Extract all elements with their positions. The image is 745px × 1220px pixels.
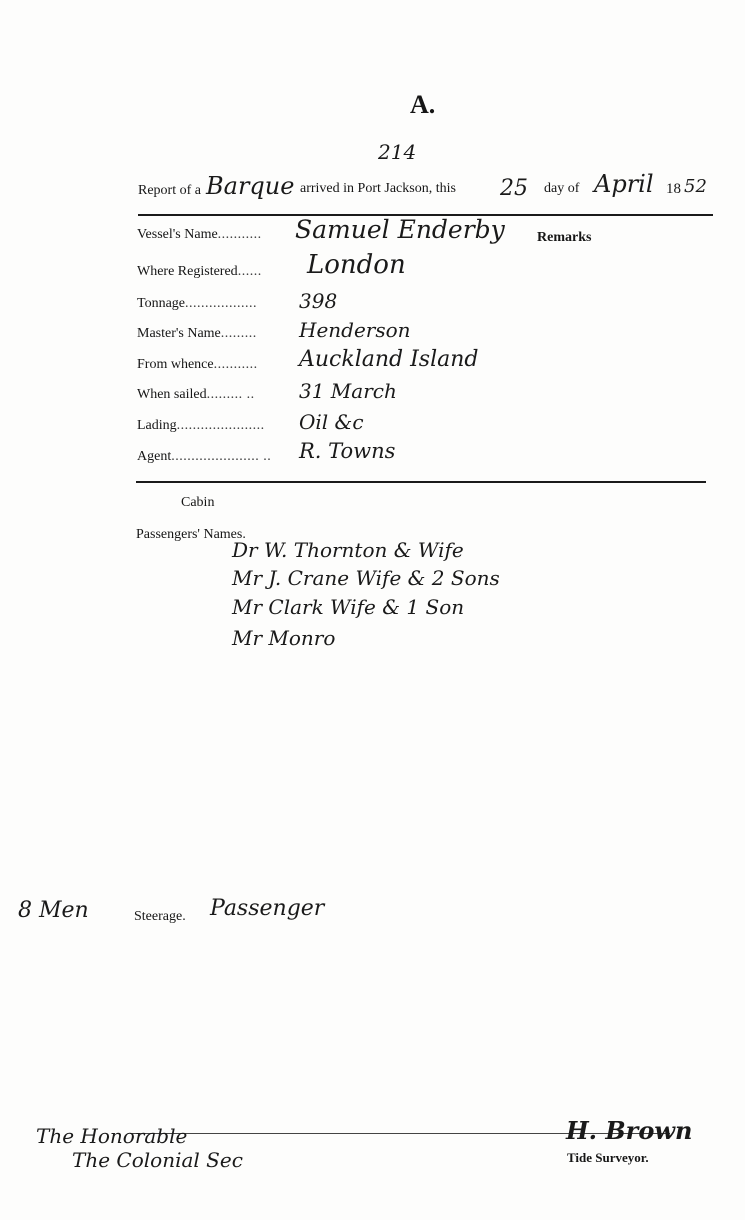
field-value: Auckland Island [299,347,479,372]
field-agent [137,439,517,477]
field-value: 398 [299,289,338,313]
report-prefix: Report of a [138,183,201,198]
field-label: Lading [137,418,177,433]
steerage-value: Passenger [210,896,325,921]
field-label: Agent [137,449,172,464]
field-value: R. Towns [299,439,396,463]
address-line-2: The Colonial Sec [72,1148,243,1172]
field-label: Master's Name [137,326,221,341]
address-line-1: The Honorable [36,1124,188,1148]
remarks-label: Remarks [537,230,592,245]
field-label: When sailed [137,387,207,402]
fields-rule [136,481,706,483]
field-dots: .................. [185,296,258,311]
field-dots: ...... [237,264,262,279]
vessel-type: Barque [206,172,295,200]
field-dots: ......... [220,326,257,341]
signature-title: Tide Surveyor. [567,1150,649,1165]
steerage-label: Steerage. [134,909,186,924]
field-dots: ........... [213,357,258,372]
form-letter: A. [410,90,436,119]
cabin-label: Cabin [181,495,215,510]
year-written: 52 [684,176,707,197]
field-value: Henderson [299,318,411,342]
arrival-day: 25 [500,176,528,201]
arrival-month: April [594,170,654,198]
field-value: Samuel Enderby [295,215,505,244]
field-label: From whence [137,357,214,372]
passenger-entry: Mr Monro [232,626,336,650]
field-dots: ...................... [176,418,265,433]
field-value: 31 March [299,379,397,403]
steerage-margin-note: 8 Men [18,898,89,923]
field-value: Oil &c [299,410,364,434]
field-dots: ......... .. [206,387,255,402]
day-of-text: day of [544,181,580,196]
form-number: 214 [378,140,417,164]
passenger-entry: Mr Clark Wife & 1 Son [232,595,465,619]
passengers-label: Passengers' Names. [136,527,246,542]
arrived-text: arrived in Port Jackson, this [300,181,456,196]
passenger-entry: Mr J. Crane Wife & 2 Sons [232,566,500,590]
field-dots: ...................... .. [171,449,272,464]
field-value: London [307,250,406,280]
field-label: Vessel's Name [137,227,218,242]
field-label: Where Registered [137,264,238,279]
surveyor-signature: H. Brown [566,1116,693,1145]
field-label: Tonnage [137,296,186,311]
field-where-registered [137,250,517,292]
field-dots: ........... [217,227,262,242]
passenger-entry: Dr W. Thornton & Wife [232,538,464,562]
year-printed: 18 [666,181,681,197]
